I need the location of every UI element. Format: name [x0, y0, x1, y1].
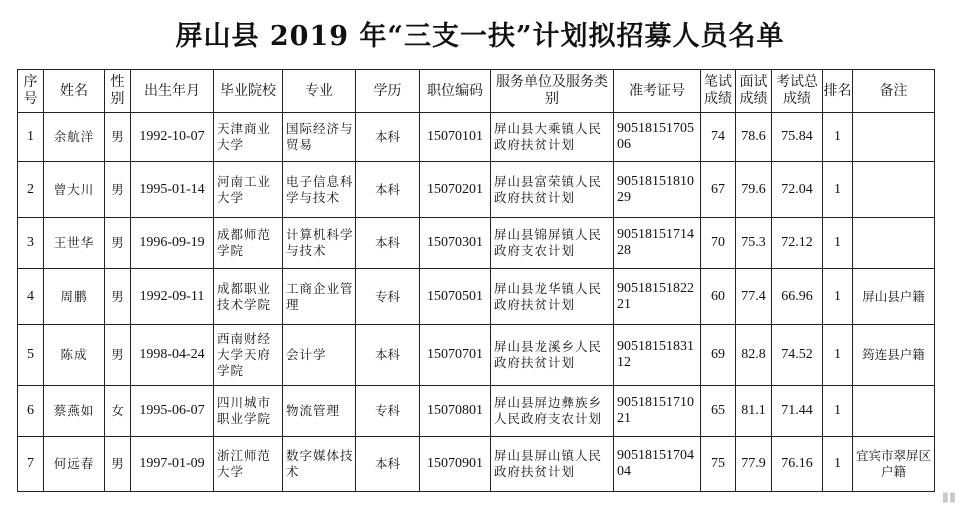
cell-remark: 屏山县户籍 [853, 269, 935, 325]
cell-school: 浙江师范大学 [214, 437, 283, 492]
cell-name: 周鹏 [44, 269, 105, 325]
cell-interview: 82.8 [736, 325, 772, 386]
cell-written: 69 [701, 325, 736, 386]
cell-code: 15070901 [420, 437, 491, 492]
cell-birth: 1992-09-11 [131, 269, 214, 325]
cell-rank: 1 [823, 162, 853, 218]
cell-school: 天津商业大学 [214, 113, 283, 162]
cell-school: 成都职业技术学院 [214, 269, 283, 325]
cell-code: 15070501 [420, 269, 491, 325]
col-header-total: 考试总成绩 [772, 70, 823, 113]
cell-exam: 9051815171021 [614, 386, 701, 437]
cell-total: 71.44 [772, 386, 823, 437]
cell-unit: 屏山县屏边彝族乡人民政府支农计划 [491, 386, 614, 437]
cell-name: 何远春 [44, 437, 105, 492]
table-row [18, 325, 935, 386]
cell-exam: 9051815181029 [614, 162, 701, 218]
cell-exam: 9051815182221 [614, 269, 701, 325]
cell-birth: 1997-01-09 [131, 437, 214, 492]
cell-school: 四川城市职业学院 [214, 386, 283, 437]
cell-code: 15070301 [420, 218, 491, 269]
cell-rank: 1 [823, 218, 853, 269]
cell-remark [853, 113, 935, 162]
cell-edu: 本科 [356, 325, 420, 386]
cell-exam: 9051815170404 [614, 437, 701, 492]
cell-unit: 屏山县锦屏镇人民政府支农计划 [491, 218, 614, 269]
cell-school: 成都师范学院 [214, 218, 283, 269]
cell-name: 蔡燕如 [44, 386, 105, 437]
cell-code: 15070101 [420, 113, 491, 162]
cell-written: 60 [701, 269, 736, 325]
col-header-remark: 备注 [853, 70, 935, 113]
col-header-exam: 准考证号 [614, 70, 701, 113]
cell-seq: 5 [18, 325, 44, 386]
table-row [18, 269, 935, 325]
cell-gender: 男 [105, 162, 131, 218]
page-title: 屏山县 2019 年“三支一扶”计划拟招募人员名单 [175, 21, 785, 52]
cell-exam: 9051815171428 [614, 218, 701, 269]
cell-school: 西南财经大学天府学院 [214, 325, 283, 386]
cell-unit: 屏山县富荣镇人民政府扶贫计划 [491, 162, 614, 218]
cell-remark [853, 218, 935, 269]
cell-seq: 2 [18, 162, 44, 218]
cell-interview: 77.9 [736, 437, 772, 492]
cell-birth: 1998-04-24 [131, 325, 214, 386]
cell-code: 15070201 [420, 162, 491, 218]
header-row [18, 70, 935, 113]
cell-unit: 屏山县龙溪乡人民政府扶贫计划 [491, 325, 614, 386]
cell-gender: 男 [105, 269, 131, 325]
cell-written: 65 [701, 386, 736, 437]
col-header-rank: 排名 [823, 70, 853, 113]
cell-gender: 男 [105, 325, 131, 386]
cell-unit: 屏山县屏山镇人民政府扶贫计划 [491, 437, 614, 492]
cell-major: 工商企业管理 [283, 269, 356, 325]
cell-major: 国际经济与贸易 [283, 113, 356, 162]
cell-total: 72.12 [772, 218, 823, 269]
cell-rank: 1 [823, 386, 853, 437]
col-header-major: 专业 [283, 70, 356, 113]
cell-exam: 9051815183112 [614, 325, 701, 386]
col-header-name: 姓名 [44, 70, 105, 113]
cell-interview: 75.3 [736, 218, 772, 269]
table-row [18, 437, 935, 492]
cell-total: 74.52 [772, 325, 823, 386]
table-row [18, 218, 935, 269]
watermark-logo: ▮▮ [941, 490, 956, 505]
cell-code: 15070701 [420, 325, 491, 386]
table-row [18, 162, 935, 218]
col-header-gender: 性别 [105, 70, 131, 113]
cell-total: 66.96 [772, 269, 823, 325]
cell-remark [853, 386, 935, 437]
cell-major: 会计学 [283, 325, 356, 386]
cell-written: 70 [701, 218, 736, 269]
cell-seq: 3 [18, 218, 44, 269]
col-header-seq: 序号 [18, 70, 44, 113]
cell-written: 75 [701, 437, 736, 492]
cell-written: 67 [701, 162, 736, 218]
cell-unit: 屏山县大乘镇人民政府扶贫计划 [491, 113, 614, 162]
cell-total: 75.84 [772, 113, 823, 162]
cell-rank: 1 [823, 269, 853, 325]
cell-birth: 1992-10-07 [131, 113, 214, 162]
cell-total: 72.04 [772, 162, 823, 218]
cell-interview: 81.1 [736, 386, 772, 437]
col-header-interview: 面试成绩 [736, 70, 772, 113]
col-header-edu: 学历 [356, 70, 420, 113]
col-header-birth: 出生年月 [131, 70, 214, 113]
col-header-written: 笔试成绩 [701, 70, 736, 113]
cell-school: 河南工业大学 [214, 162, 283, 218]
cell-remark: 宜宾市翠屏区户籍 [853, 437, 935, 492]
cell-edu: 专科 [356, 386, 420, 437]
cell-major: 物流管理 [283, 386, 356, 437]
cell-seq: 7 [18, 437, 44, 492]
cell-edu: 本科 [356, 162, 420, 218]
cell-name: 曾大川 [44, 162, 105, 218]
cell-remark [853, 162, 935, 218]
cell-rank: 1 [823, 325, 853, 386]
cell-birth: 1995-06-07 [131, 386, 214, 437]
col-header-unit: 服务单位及服务类别 [491, 70, 614, 113]
table-row [18, 386, 935, 437]
cell-total: 76.16 [772, 437, 823, 492]
cell-birth: 1995-01-14 [131, 162, 214, 218]
cell-remark: 筠连县户籍 [853, 325, 935, 386]
cell-birth: 1996-09-19 [131, 218, 214, 269]
cell-seq: 4 [18, 269, 44, 325]
cell-gender: 男 [105, 218, 131, 269]
cell-written: 74 [701, 113, 736, 162]
cell-exam: 9051815170506 [614, 113, 701, 162]
cell-interview: 77.4 [736, 269, 772, 325]
cell-edu: 专科 [356, 269, 420, 325]
cell-edu: 本科 [356, 218, 420, 269]
cell-gender: 男 [105, 437, 131, 492]
table-row [18, 113, 935, 162]
cell-unit: 屏山县龙华镇人民政府扶贫计划 [491, 269, 614, 325]
cell-seq: 1 [18, 113, 44, 162]
cell-major: 数字媒体技术 [283, 437, 356, 492]
cell-name: 王世华 [44, 218, 105, 269]
cell-name: 陈成 [44, 325, 105, 386]
cell-gender: 男 [105, 113, 131, 162]
cell-major: 电子信息科学与技术 [283, 162, 356, 218]
col-header-school: 毕业院校 [214, 70, 283, 113]
cell-seq: 6 [18, 386, 44, 437]
cell-rank: 1 [823, 113, 853, 162]
col-header-code: 职位编码 [420, 70, 491, 113]
cell-code: 15070801 [420, 386, 491, 437]
cell-name: 余航洋 [44, 113, 105, 162]
cell-edu: 本科 [356, 437, 420, 492]
cell-rank: 1 [823, 437, 853, 492]
cell-edu: 本科 [356, 113, 420, 162]
recruitment-table [17, 69, 935, 492]
cell-interview: 78.6 [736, 113, 772, 162]
cell-major: 计算机科学与技术 [283, 218, 356, 269]
cell-gender: 女 [105, 386, 131, 437]
cell-interview: 79.6 [736, 162, 772, 218]
